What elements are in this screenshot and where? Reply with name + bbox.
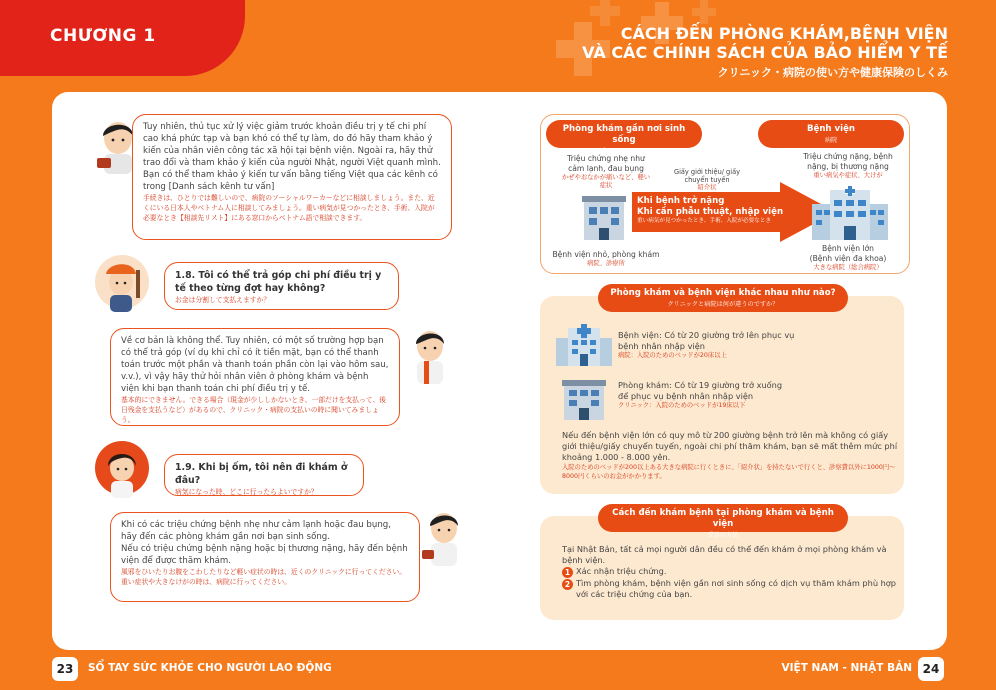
answer-bubble-1 [132,114,452,240]
answer-3-line-2: hãy đến các phòng khám gần nơi bạn sinh sống. [121,532,330,542]
serious-symptoms-text: Triệu chứng nặng, bệnh nặng, bị thương nặng [803,152,893,171]
clinic-definition-japanese: クリニック：入院のためのベッドが19床以下 [618,402,746,409]
clinic-small-icon [562,378,606,420]
answer-3-japanese-2: 重い症状や大きなけがの時は、病院に行ってください。 [121,578,291,586]
question-1-8-title: 1.8. Tôi có thể trả góp chi phí điều trị y tế theo từng đợt hay không? [175,270,382,294]
question-1-9-bubble [164,454,364,496]
hospital-definition-line-1: Bệnh viện: Có từ 20 giường trở lên phục vụ [618,330,795,340]
hospital-pill-label: Bệnh viện [806,124,856,134]
footer-left-text: SỔ TAY SỨC KHỎE CHO NGƯỜI LAO ĐỘNG [88,662,332,674]
referral-fee-note-text: Nếu đến bệnh viện lớn có quy mô từ 200 giường bệnh trở lên mà không có giấy giới thiệu/giấy chuyển tuyến, ngoài chi phí thăm khám, bạn sẽ mất thêm mức phí khoảng 1.000 - 8.000 yên. [562,430,898,462]
difference-pill-label: Phòng khám và bệnh viện khác nhau như nào? [610,288,836,298]
big-hospital [788,244,908,272]
mild-symptoms-japanese: かぜやおなかが痛いなど、軽い症状 [561,174,651,189]
difference-pill-japanese: クリニックと病院は何が違うのですか？ [667,301,779,308]
hospital-small-icon [556,324,612,366]
serious-symptoms-japanese: 重い病気や症状、大けが [813,172,883,179]
worker-woman-avatar [94,252,150,312]
step-2-number: 2 [562,579,573,590]
answer-3-japanese-1: 風邪をひいたりお腹をこわしたりなど軽い症状の時は、近くのクリニックに行ってください。 [121,568,407,576]
how-to-content [562,544,898,600]
answer-3-line-1: Khi có các triệu chứng bệnh nhẹ như cảm lạnh hoặc đau bụng, [121,520,391,530]
severity-arrow-japanese: 重い病気が見つかったとき、手術、入院が必要なとき [637,218,772,224]
referral-fee-note [562,430,898,481]
severity-arrow-line-2: Khi cần phẫu thuật, nhập viện [637,207,784,217]
hospital-building-icon [812,184,888,240]
footer-right-text: VIỆT NAM - NHẬT BẢN [781,662,912,674]
page-number-left: 23 [52,657,78,681]
question-1-9-title: 1.9. Khi bị ốm, tôi nên đi khám ở đâu? [175,462,348,486]
mild-symptoms-text: Triệu chứng nhẹ như cảm lạnh, đau bụng [567,154,645,173]
question-1-8-japanese: お金は分割して支払えますか？ [175,296,271,304]
how-to-pill [598,504,848,539]
severity-arrow-line-1: Khi bệnh trở nặng [637,196,725,206]
hospital-definition-japanese: 病院：入院のためのベッドが20床以上 [618,352,727,359]
worker-man-avatar-2 [404,324,456,384]
hospital-definition-line-2: bệnh nhân nhập viện [618,341,705,351]
hospital-pill [758,120,904,148]
clinic-pill-japanese: 近くのクリニック [599,148,649,155]
answer-1-text-2: Bạn có thể tham khảo ý kiến tư vấn bằng tiếng Việt qua các kênh có trong [Danh sách kênh tư vấn] [143,170,438,192]
answer-bubble-2 [110,328,400,426]
how-to-step-2 [562,578,898,600]
how-to-pill-japanese: 受診の方法 [707,532,739,539]
hospital-definition [618,330,898,360]
small-hospital-text: Bệnh viện nhỏ, phòng khám [552,250,660,259]
title-line-2: VÀ CÁC CHÍNH SÁCH CỦA BẢO HIỂM Y TẾ [582,43,948,62]
difference-pill [598,284,848,312]
title-line-1: CÁCH ĐẾN PHÒNG KHÁM,BỆNH VIỆN [620,24,948,43]
answer-2-japanese: 基本的にできません。できる場合（現金が少ししかないとき、一部だけを支払って、後日残金を支払うなど）があるので、クリニック・病院の支払いの時に聞いてみましょう。 [121,396,387,424]
how-to-pill-label: Cách đến khám bệnh tại phòng khám và bệnh viện [612,508,834,529]
referral-fee-note-japanese: 入院のためのベッドが200以上ある大きな病院に行くときに、「紹介状」を持たないで行くと、診察費以外に1000円〜8000円くらいのお金がかかります。 [562,464,896,480]
question-1-9-japanese: 病気になった時、どこに行ったらよいですか？ [175,488,318,496]
clinic-definition [618,380,898,410]
title-japanese: クリニック・病院の使い方や健康保険のしくみ [717,66,948,79]
clinic-pill [546,120,702,155]
small-hospital [546,250,666,268]
severity-arrow-label [637,196,787,225]
clinic-building-icon [582,194,626,240]
clinic-definition-line-2: để phục vụ bệnh nhân nhập viện [618,391,754,401]
big-hospital-japanese: 大きな病院（総合病院） [813,264,883,271]
page-title [582,24,948,80]
page-number-right: 24 [918,657,944,681]
big-hospital-text: Bệnh viện lớn [822,244,874,253]
step-1-text: Xác nhận triệu chứng. [576,566,667,576]
serious-symptoms [792,152,904,180]
content-panel [52,92,947,650]
answer-bubble-3 [110,512,420,602]
step-2-text: Tìm phòng khám, bệnh viện gần nơi sinh sống có dịch vụ thăm khám phù hợp với các triệu chứng của bạn. [576,578,897,599]
clinic-pill-label: Phòng khám gần nơi sinh sống [562,124,686,145]
hospital-pill-japanese: 病院 [824,137,838,144]
answer-1-japanese: 手続きは、ひとりでは難しいので、病院のソーシャルワーカーなどに相談しましょう。また、近くにいる日本人やベトナム人に相談してみましょう。重い病気が見つかったとき、手術、入院が必要なとき【相談先リスト】にある窓口からベトナム語で相談できます。 [143,194,435,222]
referral-letter-japanese: 紹介状 [697,184,717,191]
question-1-8-bubble [164,262,399,310]
answer-1-text: Tuy nhiên, thủ tục xử lý việc giảm trước khoản điều trị y tế chi phí cao khá phức tạp và bạn khó có thể tự làm, do đó hãy tham khảo ý kiến của nhân viên công tác xã hội tại bệnh viện. Ngoài ra, hãy thử trao đổi và tham khảo ý kiến của người Nhật, người Việt quanh mình. [143,122,441,168]
worker-man-avatar-3 [418,506,470,566]
answer-2-text: Về cơ bản là không thể. Tuy nhiên, có một số trường hợp bạn có thể trả góp (ví dụ khi chỉ có ít tiền mặt, bạn có thể thanh toán trước một phần và thanh toán phần còn lại vào hôm sau, v.v.), vì vậy hãy thử hỏi nhân viên ở phòng khám và bệnh viện khi bạn thanh toán chi phí điều trị y tế. [121,336,389,394]
chapter-label: CHƯƠNG 1 [50,26,156,46]
referral-letter-text: Giấy giới thiệu/ giấy chuyển tuyến [673,168,741,184]
how-to-step-1 [562,566,898,578]
step-1-number: 1 [562,567,573,578]
how-to-intro: Tại Nhật Bản, tất cả mọi người dân đều có thể đến khám ở mọi phòng khám và bệnh viện. [562,544,887,565]
clinic-definition-line-1: Phòng khám: Có từ 19 giường trở xuống [618,380,783,390]
worker-woman-avatar-2 [94,438,150,498]
small-hospital-japanese: 病院、診療所 [587,260,625,267]
big-hospital-text-2: (Bệnh viện đa khoa) [809,254,887,263]
answer-3-line-3: Nếu có triệu chứng bệnh nặng hoặc bị thương nặng, hãy đến bệnh viện để được thăm khám. [121,544,408,566]
